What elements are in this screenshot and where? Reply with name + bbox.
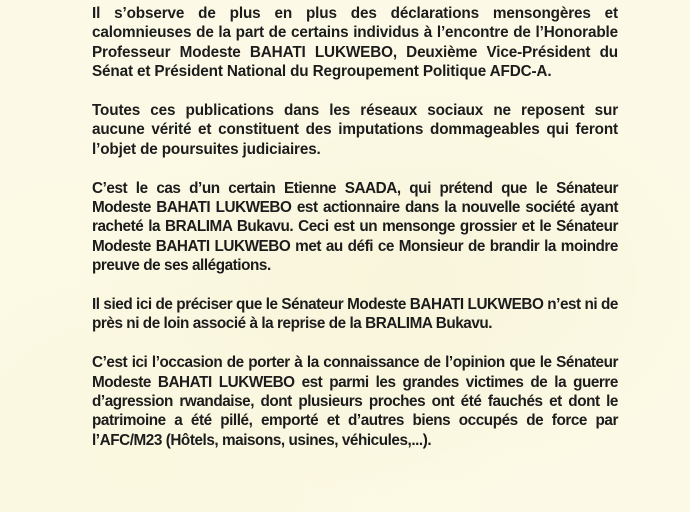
paragraph-war-victim-statement: C’est ici l’occasion de porter à la connaissance de l’opinion que le Sénateur Modeste BAHATI LUKWEBO est parmi les grandes victimes de la guerre d’agression rwandaise, dont plusieurs proches ont été fauchés et dont le patrimoine a été pillé, emporté et d’autres biens occupés de force par l’AFC/M23 (Hôtels, maisons, usines, véhicules,...). <box>92 354 618 449</box>
paragraph-false-declarations: Il s’observe de plus en plus des déclarations mensongères et calomnieuses de la part de certains individus à l’encontre de l’Honorable Professeur Modeste BAHATI LUKWEBO, Deuxième Vice-Président du Sénat et Président National du Regroupement Politique AFDC-A. <box>92 5 618 81</box>
paragraph-bralima-clarification: Il sied ici de préciser que le Sénateur Modeste BAHATI LUKWEBO n’est ni de près ni de loin associé à la reprise de la BRALIMA Bukavu. <box>92 296 618 333</box>
document-page <box>92 4 618 470</box>
paragraph-social-media-publications: Toutes ces publications dans les réseaux sociaux ne reposent sur aucune vérité et constituent des imputations dommageables qui feront l’objet de poursuites judiciaires. <box>92 102 618 158</box>
paragraph-etienne-saada-claim: C’est le cas d’un certain Etienne SAADA, qui prétend que le Sénateur Modeste BAHATI LUKWEBO est actionnaire dans la nouvelle société ayant racheté la BRALIMA Bukavu. Ceci est un mensonge grossier et le Sénateur Modeste BAHATI LUKWEBO met au défi ce Monsieur de brandir la moindre preuve de ses allégations. <box>92 179 618 275</box>
